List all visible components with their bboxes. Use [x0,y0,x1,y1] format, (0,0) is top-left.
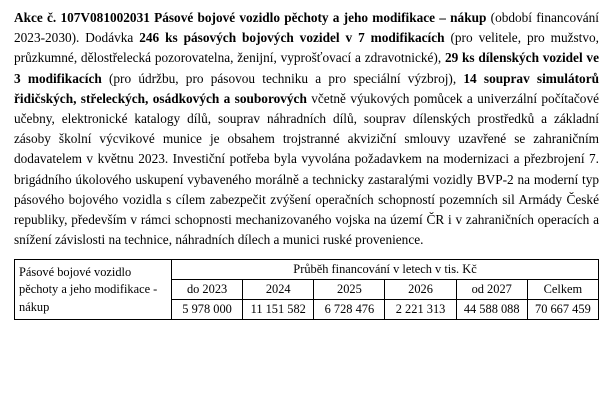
value-2025: 6 728 476 [314,300,385,320]
body-paragraph: Akce č. 107V081002031 Pásové bojové vozidlo pěchoty a jeho modifikace – nákup (období financování 2023-2030). Dodávka 246 ks pásových bojových vozidel v 7 modifikacích (pro velitele, pro mužstvo, průzkumné, dělostřelecká pozorovatelna, ženijní, vyprošťovací a zdravotnické), 29 ks dílenských vozidel ve 3 modifikacích (pro údržbu, pro pásovou techniku a pro speciální výzbroj), 14 souprav simulátorů řidičských, střeleckých, osádkových a souborových včetně výukových pomůcek a univerzální počítačové učebny, elektronické katalogy dílů, souprav náhradních dílů, souprav dílenských prostředků a základní zásoby školní výcvikové munice je obsahem trojstranné akviziční smlouvy uzavřené se zahraničním dodavatelem v květnu 2023. Investiční potřeba byla vyvolána požadavkem na modernizaci a přezbrojení 7. brigádního úkolového uskupení vybaveného morálně a technicky zastaralými vozidly BVP-2 na moderní typ pásového bojového vozidla s cílem zabezpečit zvýšení operačních schopností pozemních sil Armády České republiky, především v rámci schopnosti mechanizovaného vojska na území ČR i v zahraničních operacích a snížení závislosti na technice, náhradních dílech a munici ruské provenience. [14,10,600,248]
value-2026: 2 221 313 [385,300,456,320]
value-do-2023: 5 978 000 [172,300,243,320]
table-row [15,260,599,280]
table-group-header: Průběh financování v letech v tis. Kč [172,260,599,280]
column-header-celkem: Celkem [527,280,598,300]
value-2024: 11 151 582 [243,300,314,320]
value-od-2027: 44 588 088 [456,300,527,320]
column-header-od-2027: od 2027 [456,280,527,300]
column-header-2025: 2025 [314,280,385,300]
table-row-label: Pásové bojové vozidlo pěchoty a jeho modifikace - nákup [15,260,172,320]
column-header-2026: 2026 [385,280,456,300]
value-celkem: 70 667 459 [527,300,598,320]
column-header-2024: 2024 [243,280,314,300]
column-header-do-2023: do 2023 [172,280,243,300]
financing-table [14,259,599,320]
